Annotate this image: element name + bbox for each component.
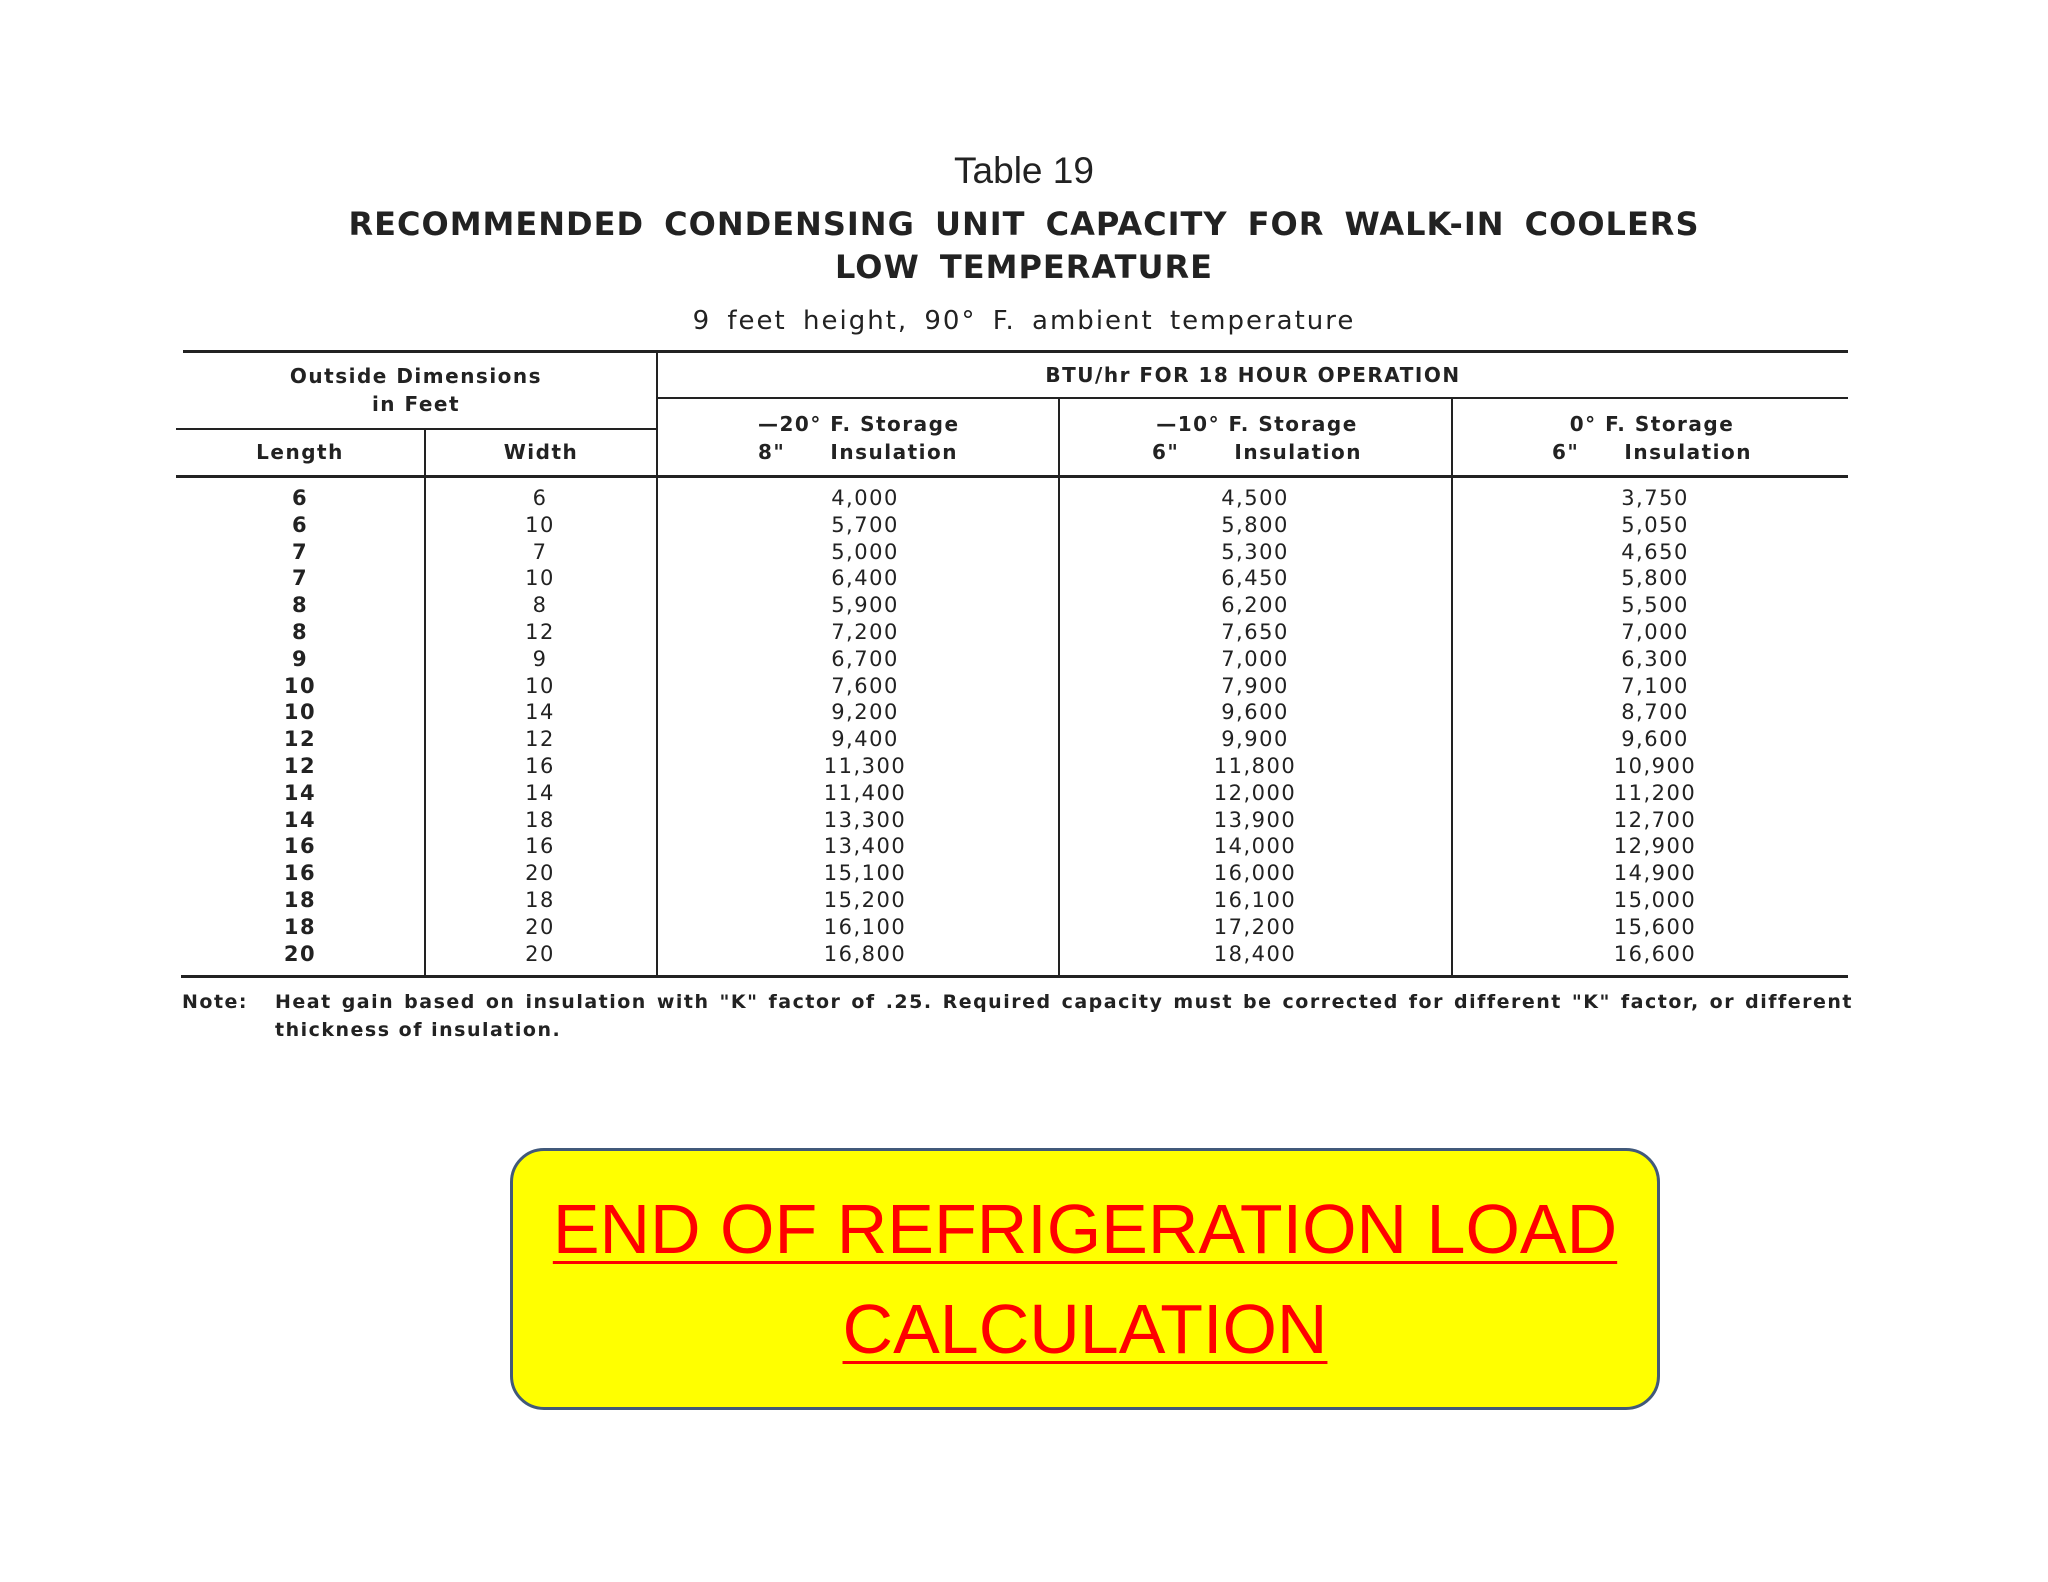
table-top-rule: [183, 350, 1848, 353]
table-cell-btu-minus10: 6,450: [1221, 566, 1289, 591]
divider-length-width: [424, 429, 426, 975]
table-cell-btu-0: 7,100: [1621, 673, 1689, 698]
table-cell-btu-minus20: 15,100: [823, 861, 907, 886]
table-cell-btu-0: 5,800: [1621, 566, 1689, 591]
table-cell-btu-0: 5,500: [1621, 593, 1689, 618]
header-storage-0-insulation: Insulation: [1624, 440, 1752, 464]
table-cell-btu-minus10: 14,000: [1213, 834, 1297, 859]
table-cell-length: 18: [283, 914, 317, 939]
table-cell-btu-minus20: 6,700: [831, 646, 899, 671]
table-cell-btu-minus20: 13,300: [823, 807, 907, 832]
table-cell-btu-minus20: 13,400: [823, 834, 907, 859]
table-cell-width: 20: [525, 861, 555, 886]
note-text: Heat gain based on insulation with "K" factor of .25. Required capacity must be corrected for different "K" factor, or different thickness of insulation.: [275, 991, 1853, 1041]
header-length: Length: [256, 440, 344, 464]
table-cell-btu-minus10: 13,900: [1213, 807, 1297, 832]
table-title-line2: LOW TEMPERATURE: [835, 248, 1213, 286]
table-cell-length: 7: [291, 566, 309, 591]
table-cell-width: 7: [532, 539, 548, 564]
table-cell-btu-0: 9,600: [1621, 727, 1689, 752]
table-cell-length: 10: [283, 700, 317, 725]
table-cell-width: 16: [525, 753, 555, 778]
table-cell-width: 9: [532, 646, 548, 671]
table-cell-btu-0: 6,300: [1621, 646, 1689, 671]
column-btu-minus10: [1180, 485, 1330, 967]
table-cell-btu-minus20: 16,800: [823, 941, 907, 966]
note-label: Note:: [182, 991, 249, 1013]
table-number: Table 19: [954, 150, 1094, 191]
table-cell-btu-0: 8,700: [1621, 700, 1689, 725]
header-storage-0-label: 0° F. Storage: [1569, 412, 1735, 436]
table-cell-length: 16: [283, 834, 317, 859]
table-cell-btu-minus10: 6,200: [1221, 593, 1289, 618]
table-cell-btu-minus10: 18,400: [1213, 941, 1297, 966]
column-width: [490, 485, 590, 967]
table-title-line1: RECOMMENDED CONDENSING UNIT CAPACITY FOR WALK-IN COOLERS: [348, 205, 1700, 243]
header-bottom-rule: [176, 475, 1848, 478]
table-cell-length: 8: [291, 619, 309, 644]
table-cell-btu-0: 3,750: [1621, 486, 1689, 510]
table-cell-btu-minus10: 11,800: [1213, 753, 1297, 778]
end-banner: [510, 1148, 1660, 1410]
table-cell-width: 10: [525, 566, 555, 591]
table-cell-width: 20: [525, 941, 555, 966]
table-cell-btu-0: 16,600: [1613, 941, 1697, 966]
table-cell-btu-minus20: 4,000: [831, 486, 899, 510]
header-storage-minus10: [1152, 410, 1362, 466]
header-storage-0-thickness: 6": [1552, 440, 1580, 464]
table-title: [0, 203, 2048, 289]
table-cell-btu-minus20: 6,400: [831, 566, 899, 591]
table-cell-width: 10: [525, 673, 555, 698]
table-cell-width: 14: [525, 780, 555, 805]
column-length: [250, 485, 350, 967]
table-cell-btu-minus10: 4,500: [1221, 486, 1289, 510]
table-cell-btu-0: 12,900: [1613, 834, 1697, 859]
table-cell-btu-minus10: 12,000: [1213, 780, 1297, 805]
header-storage-minus20-insulation: Insulation: [830, 440, 958, 464]
table-cell-btu-minus20: 7,600: [831, 673, 899, 698]
table-cell-btu-minus10: 7,000: [1221, 646, 1289, 671]
table-cell-btu-minus20: 11,300: [823, 753, 907, 778]
table-cell-btu-minus10: 9,600: [1221, 700, 1289, 725]
header-width: Width: [503, 440, 579, 464]
table-subtitle: 9 feet height, 90° F. ambient temperature: [692, 306, 1356, 336]
table-cell-btu-minus10: 16,000: [1213, 861, 1297, 886]
end-banner-text: END OF REFRIGERATION LOAD CALCULATION: [552, 1190, 1618, 1368]
header-storage-minus10-label: —10° F. Storage: [1156, 412, 1358, 436]
table-cell-btu-minus10: 7,900: [1221, 673, 1289, 698]
table-cell-btu-minus10: 16,100: [1213, 887, 1297, 912]
header-storage-minus20: [758, 410, 958, 466]
table-cell-btu-0: 7,000: [1621, 619, 1689, 644]
table-cell-btu-minus20: 5,900: [831, 593, 899, 618]
table-cell-btu-0: 5,050: [1621, 512, 1689, 537]
table-cell-btu-minus20: 5,700: [831, 512, 899, 537]
table-cell-width: 12: [525, 727, 555, 752]
header-storage-0: [1552, 410, 1752, 466]
table-cell-width: 18: [525, 887, 555, 912]
table-cell-length: 14: [283, 780, 317, 805]
table-cell-btu-minus20: 16,100: [823, 914, 907, 939]
table-cell-width: 18: [525, 807, 555, 832]
table-cell-width: 10: [525, 512, 555, 537]
table-cell-width: 16: [525, 834, 555, 859]
table-cell-btu-minus20: 9,200: [831, 700, 899, 725]
table-cell-btu-0: 15,600: [1613, 914, 1697, 939]
divider-minus20-minus10: [1058, 398, 1060, 975]
table-cell-btu-minus10: 5,300: [1221, 539, 1289, 564]
table-cell-length: 12: [283, 727, 317, 752]
divider-minus10-zero: [1451, 398, 1453, 975]
header-storage-minus10-insulation: Insulation: [1234, 440, 1362, 464]
table-cell-width: 20: [525, 914, 555, 939]
table-cell-length: 20: [283, 941, 317, 966]
table-cell-length: 12: [283, 753, 317, 778]
table-cell-btu-minus10: 5,800: [1221, 512, 1289, 537]
table-cell-btu-minus20: 11,400: [823, 780, 907, 805]
table-cell-btu-0: 14,900: [1613, 861, 1697, 886]
table-cell-length: 18: [283, 887, 317, 912]
header-outside-dimensions-line2: in Feet: [371, 392, 461, 416]
header-outside-dimensions: [176, 362, 656, 418]
table-cell-length: 6: [291, 512, 309, 537]
table-cell-btu-0: 11,200: [1613, 780, 1697, 805]
table-cell-width: 6: [532, 486, 548, 510]
table-bottom-rule: [181, 975, 1848, 978]
dimensions-rule: [176, 428, 657, 430]
table-cell-btu-minus20: 7,200: [831, 619, 899, 644]
header-storage-minus20-label: —20° F. Storage: [758, 412, 960, 436]
header-storage-minus20-thickness: 8": [758, 440, 786, 464]
table-cell-length: 10: [283, 673, 317, 698]
table-cell-btu-minus20: 9,400: [831, 727, 899, 752]
table-cell-btu-minus10: 7,650: [1221, 619, 1289, 644]
table-cell-length: 9: [291, 646, 309, 671]
table-cell-btu-0: 15,000: [1613, 887, 1697, 912]
table-cell-width: 8: [532, 593, 548, 618]
header-outside-dimensions-line1: Outside Dimensions: [289, 364, 543, 388]
column-btu-0: [1580, 485, 1730, 967]
table-note: [183, 988, 1853, 1044]
header-storage-minus10-thickness: 6": [1152, 440, 1180, 464]
table-cell-length: 14: [283, 807, 317, 832]
table-cell-btu-0: 10,900: [1613, 753, 1697, 778]
column-btu-minus20: [790, 485, 940, 967]
table-cell-btu-minus10: 9,900: [1221, 727, 1289, 752]
table-cell-length: 16: [283, 861, 317, 886]
table-cell-length: 7: [291, 539, 309, 564]
btu-group-rule: [657, 397, 1848, 399]
divider-dimensions-btu: [656, 351, 658, 975]
table-cell-length: 6: [291, 486, 309, 510]
table-cell-btu-minus10: 17,200: [1213, 914, 1297, 939]
header-btu-group: BTU/hr FOR 18 HOUR OPERATION: [1045, 363, 1461, 387]
table-cell-btu-0: 12,700: [1613, 807, 1697, 832]
table-cell-width: 12: [525, 619, 555, 644]
table-cell-btu-minus20: 5,000: [831, 539, 899, 564]
table-cell-btu-0: 4,650: [1621, 539, 1689, 564]
table-cell-length: 8: [291, 593, 309, 618]
table-cell-width: 14: [525, 700, 555, 725]
table-cell-btu-minus20: 15,200: [823, 887, 907, 912]
